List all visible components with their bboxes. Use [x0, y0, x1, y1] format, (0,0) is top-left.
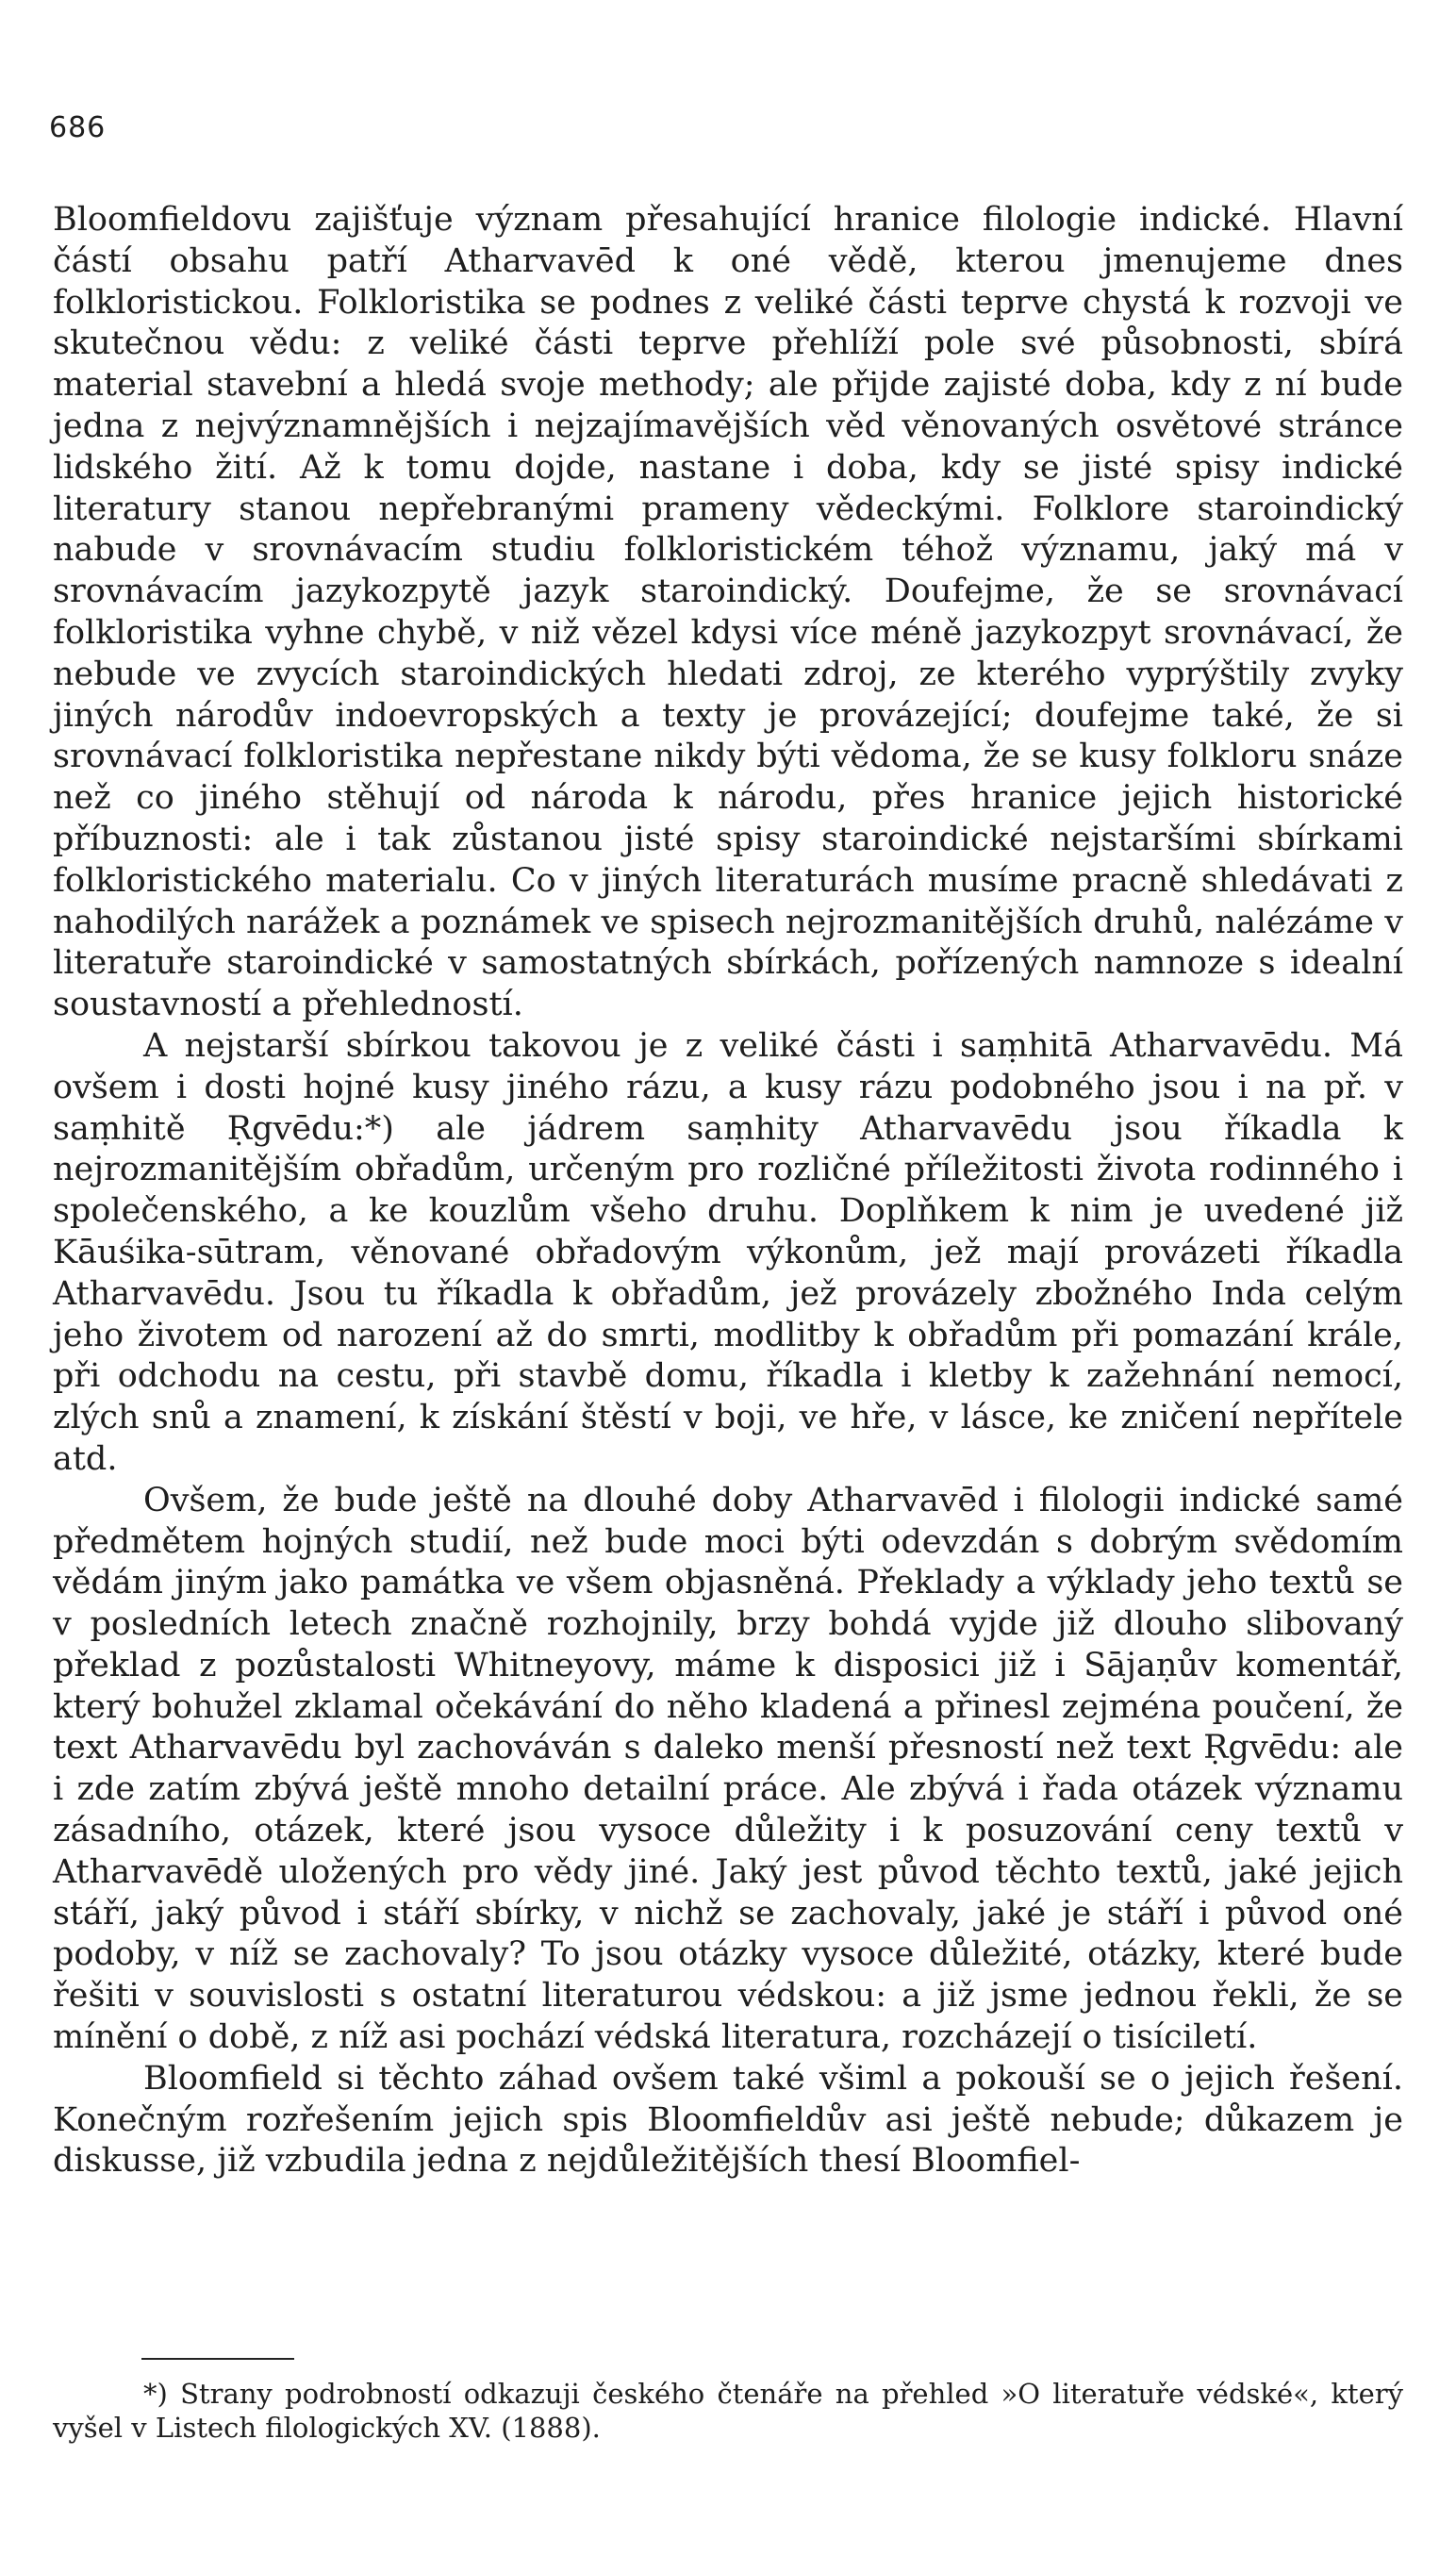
footnote-separator [141, 2358, 294, 2360]
paragraph: Bloomfield si těchto záhad ovšem také všiml a pokouší se o jejich řešení. Konečným rozřešením jejich spis Bloomfieldův asi ještě nebude; důkazem je diskusse, již vzbudila jedna z nejdůležitějších thesí Bloomfiel- [53, 2059, 1403, 2181]
footnote-text: *) Strany podrobností odkazuji českého čtenáře na přehled »O literatuře védské«, který vyšel v Listech filologických XV. (1888). [53, 2378, 1403, 2444]
paragraph: A nejstarší sbírkou takovou je z veliké části i saṃhitā Atharvavēdu. Má ovšem i dosti hojné kusy jiného rázu, a kusy rázu podobného jsou i na př. v saṃhitě Ṛgvēdu:*) ale jádrem saṃhity Atharvavēdu jsou říkadla k nejrozmanitějším obřadům, určeným pro rozličné příležitosti života rodinného i společenského, a ke kouzlům všeho druhu. Doplňkem k nim je uvedené již Kāuśika-sūtram, věnované obřadovým výkonům, jež mají provázeti říkadla Atharvavēdu. Jsou tu říkadla k obřadům, jež provázely zbožného Inda celým jeho životem od narození až do smrti, modlitby k obřadům při pomazání krále, při odchodu na cestu, při stavbě domu, říkadla i kletby k zažehnání nemocí, zlých snů a znamení, k získání štěstí v boji, ve hře, v lásce, ke zničení nepřítele atd. [53, 1026, 1403, 1478]
main-text [53, 200, 1403, 2182]
page-number: 686 [49, 111, 107, 144]
paragraph: Ovšem, že bude ještě na dlouhé doby Atharvavēd i filologii indické samé předmětem hojných studií, než bude moci býti odevzdán s dobrým svědomím vědám jiným jako památka ve všem objasněná. Překlady a výklady jeho textů se v posledních letech značně rozhojnily, brzy bohdá vyjde již dlouho slibovaný překlad z pozůstalosti Whitneyovy, máme k disposici již i Sājaṇův komentář, který bohužel zklamal očekávání do něho kladená a přinesl zejména poučení, že text Atharvavēdu byl zachováván s daleko menší přesností než text Ṛgvēdu: ale i zde zatím zbývá ještě mnoho detailní práce. Ale zbývá i řada otázek významu zásadního, otázek, které jsou vysoce důležity i k posuzování ceny textů v Atharvavēdě uložených pro vědy jiné. Jaký jest původ těchto textů, jaké jejich stáří, jaký původ i stáří sbírky, v nichž se zachovaly, jaké je stáří i původ oné podoby, v níž se zachovaly? To jsou otázky vysoce důležité, otázky, které bude řešiti v souvislosti s ostatní literaturou védskou: a již jsme jednou řekli, že se mínění o době, z níž asi pochází védská literatura, rozcházejí o tisíciletí. [53, 1481, 1403, 2057]
footnote [53, 2377, 1403, 2445]
paragraph: Bloomfieldovu zajišťuje význam přesahující hranice filologie indické. Hlavní částí obsahu patří Atharvavēd k oné vědě, kterou jmenujeme dnes folkloristickou. Folkloristika se podnes z veliké části teprve chystá k rozvoji ve skutečnou vědu: z veliké části teprve přehlíží pole své působnosti, sbírá material stavební a hledá svoje methody; ale přijde zajisté doba, kdy z ní bude jedna z nejvýznamnějších i nejzajímavějších věd věnovaných osvětové stránce lidského žití. Až k tomu dojde, nastane i doba, kdy se jisté spisy indické literatury stanou nepřebranými prameny vědeckými. Folklore staroindický nabude v srovnávacím studiu folkloristickém téhož významu, jaký má v srovnávacím jazykozpytě jazyk staroindický. Doufejme, že se srovnávací folkloristika vyhne chybě, v niž vězel kdysi více méně jazykozpyt srovnávací, že nebude ve zvycích staroindických hledati zdroj, ze kterého vyprýštily zvyky jiných národův indoevropských a texty je provázející; doufejme také, že si srovnávací folkloristika nepřestane nikdy býti vědoma, že se kusy folkloru snáze než co jiného stěhují od národa k národu, přes hranice jejich historické příbuznosti: ale i tak zůstanou jisté spisy staroindické nejstaršími sbírkami folkloristického materialu. Co v jiných literaturách musíme pracně shledávati z nahodilých narážek a poznámek ve spisech nejrozmanitějších druhů, nalézáme v literatuře staroindické v samostatných sbírkách, pořízených namnoze s idealní soustavností a přehledností. [53, 201, 1403, 1024]
